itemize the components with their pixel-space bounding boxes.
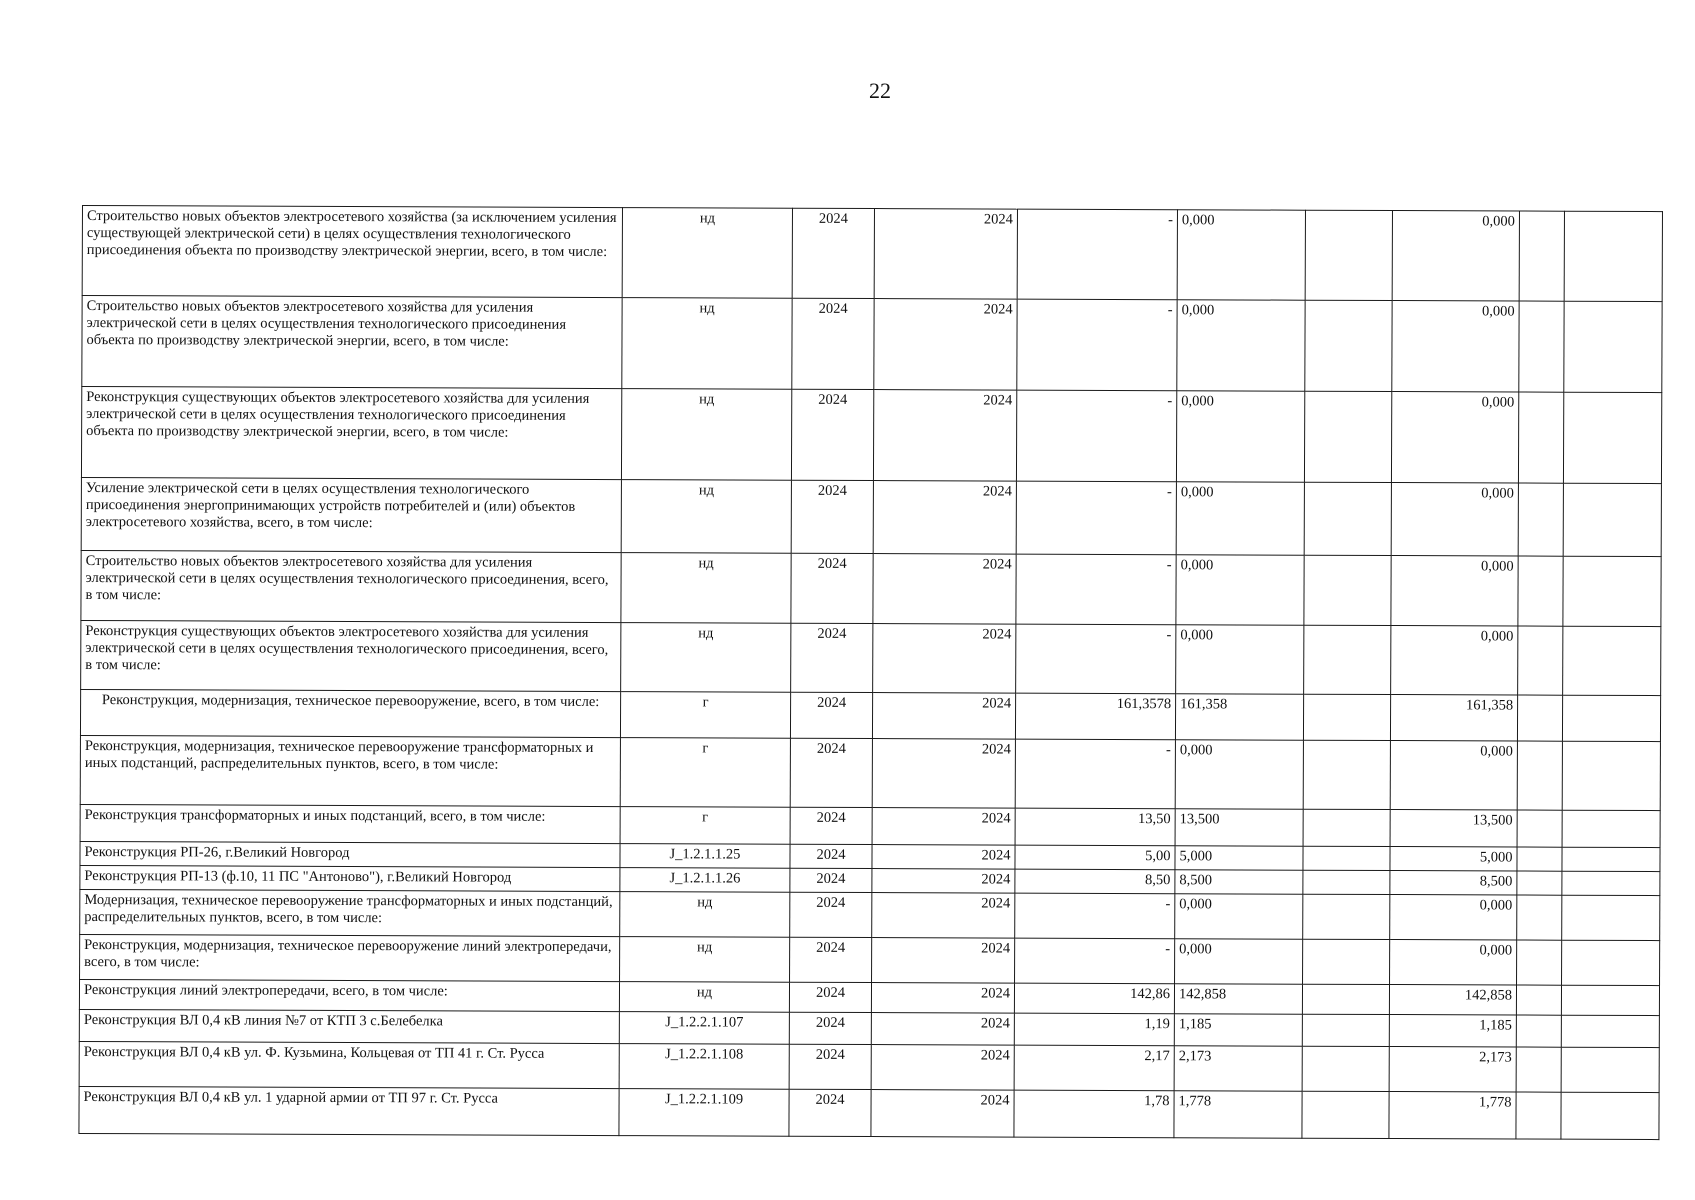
row-empty-cell xyxy=(1518,626,1563,695)
row-code: нд xyxy=(621,389,791,481)
row-empty-cell xyxy=(1564,211,1662,301)
row-year-end: 2024 xyxy=(872,938,1015,984)
row-year-start: 2024 xyxy=(792,298,874,389)
row-year-start: 2024 xyxy=(791,553,873,623)
row-value-c xyxy=(1304,482,1391,555)
row-value-b: 0,000 xyxy=(1176,555,1304,625)
row-empty-cell xyxy=(1517,940,1562,985)
row-value-c xyxy=(1303,846,1390,870)
row-year-start: 2024 xyxy=(789,982,871,1012)
row-empty-cell xyxy=(1516,985,1561,1015)
row-value-b: 0,000 xyxy=(1176,625,1304,694)
row-value-c xyxy=(1303,694,1390,740)
row-empty-cell xyxy=(1561,1092,1659,1139)
row-year-start: 2024 xyxy=(790,807,872,844)
row-value-a: 2,17 xyxy=(1014,1045,1174,1091)
row-empty-cell xyxy=(1562,741,1660,810)
row-value-c xyxy=(1302,1046,1389,1091)
row-value-a: - xyxy=(1015,938,1175,984)
row-value-b: 0,000 xyxy=(1175,740,1303,809)
table-row xyxy=(79,1086,1659,1139)
table-row xyxy=(82,296,1662,393)
row-value-c xyxy=(1305,210,1392,300)
row-value-a: 161,3578 xyxy=(1015,693,1175,740)
row-year-end: 2024 xyxy=(872,739,1015,809)
row-year-start: 2024 xyxy=(790,844,872,868)
row-code: нд xyxy=(621,553,791,624)
table-row xyxy=(80,735,1660,810)
row-year-start: 2024 xyxy=(790,738,872,807)
row-year-end: 2024 xyxy=(873,624,1016,694)
row-value-c xyxy=(1304,625,1391,694)
row-code: нд xyxy=(621,623,791,693)
row-value-b: 1,185 xyxy=(1174,1014,1302,1046)
row-empty-cell xyxy=(1562,847,1660,871)
row-value-d: 0,000 xyxy=(1391,556,1518,626)
row-value-c xyxy=(1303,740,1390,809)
row-empty-cell xyxy=(1517,695,1562,741)
row-code: г xyxy=(620,738,790,808)
table-row xyxy=(81,477,1661,556)
row-code: нд xyxy=(620,892,790,938)
row-empty-cell xyxy=(1561,1047,1659,1092)
row-empty-cell xyxy=(1519,211,1564,301)
row-value-a: - xyxy=(1016,554,1176,625)
row-year-start: 2024 xyxy=(790,868,872,892)
row-empty-cell xyxy=(1518,556,1563,626)
row-code: нд xyxy=(622,298,792,390)
row-code: J_1.2.2.1.109 xyxy=(619,1089,789,1137)
row-empty-cell xyxy=(1518,392,1563,483)
row-name: Строительство новых объектов электросетевого хозяйства (за исключением усиления существующей электрической сети) в целях осуществления технологического присоединения объекта по производству электрической энергии, всего, в том числе: xyxy=(82,206,622,298)
row-year-end: 2024 xyxy=(873,390,1016,482)
row-year-start: 2024 xyxy=(790,937,872,982)
row-value-a: - xyxy=(1015,739,1175,809)
row-name: Реконструкция существующих объектов электросетевого хозяйства для усиления электрической сети в целях осуществления технологического присоединения объекта по производству электрической энергии, всего, в том числе: xyxy=(81,387,621,480)
row-empty-cell xyxy=(1518,483,1563,556)
row-value-a: 8,50 xyxy=(1015,869,1175,894)
row-value-d: 0,000 xyxy=(1391,483,1518,556)
row-year-end: 2024 xyxy=(874,209,1017,300)
row-value-b: 2,173 xyxy=(1174,1046,1302,1091)
row-value-d: 5,000 xyxy=(1390,847,1517,871)
table-row xyxy=(81,550,1661,626)
row-value-d: 0,000 xyxy=(1390,940,1517,985)
table-row xyxy=(82,206,1662,302)
row-year-end: 2024 xyxy=(871,983,1014,1014)
row-empty-cell xyxy=(1517,871,1562,895)
row-value-b: 0,000 xyxy=(1177,300,1305,391)
table-row xyxy=(79,1041,1659,1092)
row-empty-cell xyxy=(1517,741,1562,810)
row-value-c xyxy=(1304,391,1391,482)
table-row xyxy=(81,620,1661,695)
row-year-end: 2024 xyxy=(872,808,1015,846)
row-value-b: 0,000 xyxy=(1175,939,1303,984)
row-value-c xyxy=(1303,870,1390,894)
row-value-d: 1,778 xyxy=(1389,1092,1516,1139)
row-value-c xyxy=(1302,1091,1389,1138)
row-code: г xyxy=(620,807,790,845)
row-value-b: 0,000 xyxy=(1176,391,1304,482)
row-value-d: 8,500 xyxy=(1390,871,1517,895)
row-year-end: 2024 xyxy=(872,893,1015,939)
row-empty-cell xyxy=(1562,895,1660,940)
row-year-end: 2024 xyxy=(872,869,1015,894)
row-value-b: 1,778 xyxy=(1174,1091,1302,1138)
row-name: Усиление электрической сети в целях осуществления технологического присоединения энергопринимающих устройств потребителей и (или) объектов электросетевого хозяйства, всего, в том числе: xyxy=(81,477,621,552)
row-year-start: 2024 xyxy=(792,208,874,298)
row-empty-cell xyxy=(1516,1047,1561,1092)
row-value-a: 1,78 xyxy=(1014,1090,1174,1138)
row-year-end: 2024 xyxy=(872,845,1015,870)
row-value-b: 161,358 xyxy=(1175,694,1303,740)
row-value-a: - xyxy=(1017,299,1177,391)
row-code: нд xyxy=(619,982,789,1013)
row-value-c xyxy=(1302,1014,1389,1046)
table-row xyxy=(80,804,1660,847)
row-code: нд xyxy=(621,480,791,554)
table-row xyxy=(80,889,1660,940)
row-code: нд xyxy=(620,937,790,983)
row-value-a: 142,86 xyxy=(1014,983,1174,1014)
row-name: Строительство новых объектов электросетевого хозяйства для усиления электрической сети в целях осуществления технологического присоединения объекта по производству электрической энергии, всего, в том числе: xyxy=(82,296,622,389)
row-value-a: - xyxy=(1016,390,1176,482)
row-value-d: 2,173 xyxy=(1389,1047,1516,1092)
row-empty-cell xyxy=(1564,301,1662,392)
row-value-b: 5,000 xyxy=(1175,846,1303,870)
row-value-b: 0,000 xyxy=(1175,894,1303,939)
row-value-d: 161,358 xyxy=(1390,695,1517,741)
row-empty-cell xyxy=(1517,895,1562,940)
row-value-a: - xyxy=(1017,209,1177,300)
row-year-end: 2024 xyxy=(871,1013,1014,1046)
row-value-b: 0,000 xyxy=(1176,482,1304,555)
row-empty-cell xyxy=(1516,1092,1561,1139)
row-name: Строительство новых объектов электросетевого хозяйства для усиления электрической сети в целях осуществления технологического присоединения, всего, в том числе: xyxy=(81,550,621,622)
row-value-a: - xyxy=(1015,893,1175,939)
row-year-start: 2024 xyxy=(789,1012,871,1044)
row-year-start: 2024 xyxy=(791,389,873,480)
page-number: 22 xyxy=(869,78,891,103)
row-value-b: 142,858 xyxy=(1174,984,1302,1014)
row-value-d: 0,000 xyxy=(1392,301,1519,392)
row-value-d: 0,000 xyxy=(1392,211,1519,301)
row-year-end: 2024 xyxy=(871,1090,1014,1138)
row-code: J_1.2.1.1.26 xyxy=(620,868,790,893)
row-value-c xyxy=(1303,939,1390,984)
row-name: Реконструкция трансформаторных и иных подстанций, всего, в том числе: xyxy=(80,804,620,843)
row-empty-cell xyxy=(1516,1015,1561,1047)
row-year-end: 2024 xyxy=(874,299,1017,391)
row-empty-cell xyxy=(1561,985,1659,1015)
row-value-d: 0,000 xyxy=(1391,626,1518,695)
row-name: Реконструкция, модернизация, техническое перевооружение, всего, в том числе: xyxy=(80,689,620,737)
row-empty-cell xyxy=(1561,1015,1659,1047)
row-value-b: 13,500 xyxy=(1175,809,1303,846)
row-name: Реконструкция существующих объектов электросетевого хозяйства для усиления электрической сети в целях осуществления технологического присоединения, всего, в том числе: xyxy=(81,620,621,691)
row-code: J_1.2.2.1.107 xyxy=(619,1012,789,1045)
row-name: Реконструкция РП-26, г.Великий Новгород xyxy=(80,841,620,867)
row-year-start: 2024 xyxy=(791,480,873,553)
row-value-a: 5,00 xyxy=(1015,845,1175,870)
investment-table xyxy=(78,205,1663,1140)
row-empty-cell xyxy=(1519,301,1564,392)
row-value-b: 0,000 xyxy=(1177,210,1305,300)
row-value-d: 1,185 xyxy=(1389,1015,1516,1047)
row-value-c xyxy=(1302,984,1389,1014)
row-year-start: 2024 xyxy=(790,892,872,937)
row-year-start: 2024 xyxy=(789,1044,871,1089)
row-value-a: 13,50 xyxy=(1015,808,1175,846)
row-empty-cell xyxy=(1563,483,1661,556)
table-row xyxy=(81,387,1661,484)
row-name: Модернизация, техническое перевооружение трансформаторных и иных подстанций, распределительных пунктов, всего, в том числе: xyxy=(80,889,620,936)
row-empty-cell xyxy=(1562,810,1660,847)
row-name: Реконструкция РП-13 (ф.10, 11 ПС "Антоново"), г.Великий Новгород xyxy=(80,865,620,891)
row-empty-cell xyxy=(1517,810,1562,847)
row-name: Реконструкция ВЛ 0,4 кВ ул. 1 ударной армии от ТП 97 г. Ст. Русса xyxy=(79,1086,619,1135)
row-name: Реконструкция линий электропередачи, всего, в том числе: xyxy=(79,979,619,1011)
row-value-a: - xyxy=(1016,481,1176,555)
row-name: Реконструкция ВЛ 0,4 кВ ул. Ф. Кузьмина, Кольцевая от ТП 41 г. Ст. Русса xyxy=(79,1041,619,1088)
table-row xyxy=(80,689,1660,741)
row-value-a: 1,19 xyxy=(1014,1013,1174,1046)
row-year-end: 2024 xyxy=(871,1045,1014,1091)
row-name: Реконструкция ВЛ 0,4 кВ линия №7 от КТП 3 с.Белебелка xyxy=(79,1009,619,1043)
row-code: J_1.2.2.1.108 xyxy=(619,1044,789,1090)
table-row xyxy=(80,934,1660,985)
row-empty-cell xyxy=(1563,626,1661,695)
row-empty-cell xyxy=(1563,392,1661,483)
row-empty-cell xyxy=(1563,556,1661,626)
row-value-d: 0,000 xyxy=(1391,392,1518,483)
row-empty-cell xyxy=(1562,871,1660,895)
row-value-d: 142,858 xyxy=(1389,985,1516,1015)
row-value-d: 13,500 xyxy=(1390,810,1517,847)
row-code: г xyxy=(620,692,790,739)
row-value-c xyxy=(1305,300,1392,391)
row-empty-cell xyxy=(1562,940,1660,985)
row-value-a: - xyxy=(1016,624,1176,694)
row-year-start: 2024 xyxy=(789,1089,871,1136)
row-value-c xyxy=(1303,894,1390,939)
row-value-d: 0,000 xyxy=(1390,895,1517,940)
row-name: Реконструкция, модернизация, техническое перевооружение линий электропередачи, всего, в том числе: xyxy=(80,934,620,981)
row-value-c xyxy=(1304,555,1391,625)
row-year-start: 2024 xyxy=(791,623,873,692)
row-year-end: 2024 xyxy=(873,554,1016,625)
row-empty-cell xyxy=(1517,847,1562,871)
row-value-b: 8,500 xyxy=(1175,870,1303,894)
row-year-end: 2024 xyxy=(873,481,1016,555)
row-code: J_1.2.1.1.25 xyxy=(620,844,790,869)
row-value-c xyxy=(1303,809,1390,846)
row-year-start: 2024 xyxy=(790,692,872,738)
row-code: нд xyxy=(622,208,792,299)
row-value-d: 0,000 xyxy=(1390,741,1517,810)
row-year-end: 2024 xyxy=(872,693,1015,740)
row-name: Реконструкция, модернизация, техническое перевооружение трансформаторных и иных подстанций, распределительных пунктов, всего, в том числе: xyxy=(80,735,620,806)
row-empty-cell xyxy=(1562,695,1660,741)
